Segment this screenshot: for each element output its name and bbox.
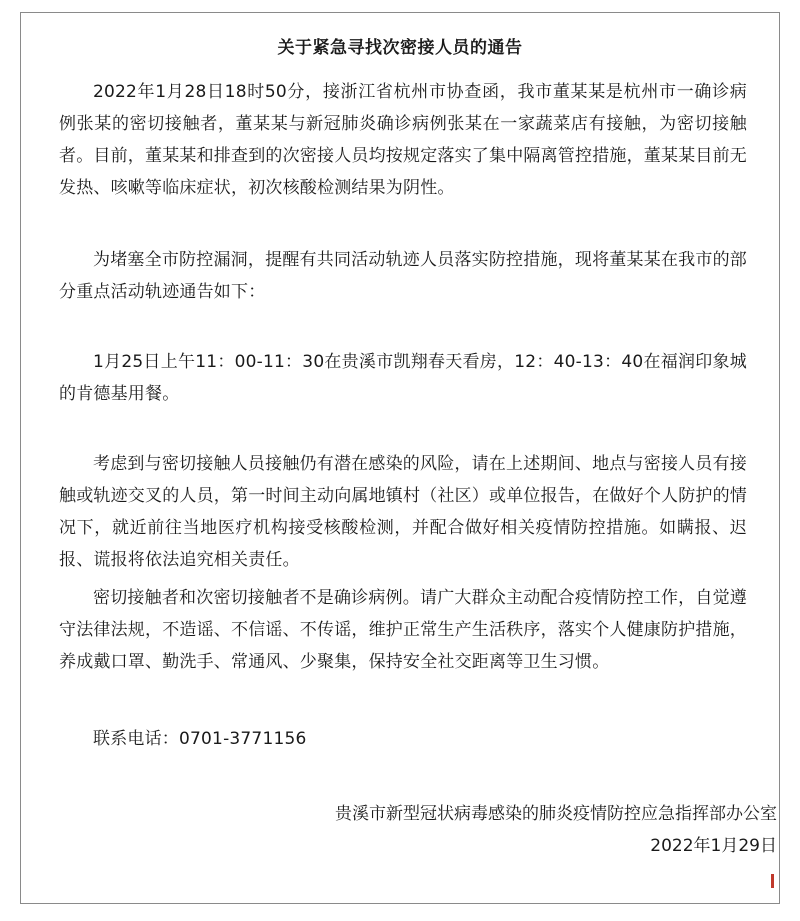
corner-mark <box>771 874 774 888</box>
paragraph-reporting-request: 考虑到与密切接触人员接触仍有潜在感染的风险，请在上述期间、地点与密接人员有接触或轨迹交叉的人员，第一时间主动向属地镇村（社区）或单位报告，在做好个人防护的情况下，就近前往当地医疗机构接受核酸检测，并配合做好相关疫情防控措施。如瞒报、迟报、谎报将依法追究相关责任。 <box>59 454 747 570</box>
paragraph-trajectory: 1月25日上午11：00-11：30在贵溪市凯翔春天看房，12：40-13：40在福润印象城的肯德基用餐。 <box>59 352 747 404</box>
paragraph-purpose: 为堵塞全市防控漏洞，提醒有共同活动轨迹人员落实防控措施，现将董某某在我市的部分重点活动轨迹通告如下： <box>59 250 747 302</box>
signature-date: 2022年1月29日 <box>650 836 777 856</box>
paragraph-case-info: 2022年1月28日18时50分，接浙江省杭州市协查函，我市董某某是杭州市一确诊病例张某的密切接触者，董某某与新冠肺炎确诊病例张某在一家蔬菜店有接触，为密切接触者。目前，董某某和排查到的次密接人员均按规定落实了集中隔离管控措施，董某某目前无发热、咳嗽等临床症状，初次核酸检测结果为阴性。 <box>59 82 747 198</box>
notice-title: 关于紧急寻找次密接人员的通告 <box>277 38 523 58</box>
signature-organization: 贵溪市新型冠状病毒感染的肺炎疫情防控应急指挥部办公室 <box>335 804 777 824</box>
paragraph-public-advice: 密切接触者和次密切接触者不是确诊病例。请广大群众主动配合疫情防控工作，自觉遵守法律法规，不造谣、不信谣、不传谣，维护正常生产生活秩序，落实个人健康防护措施，养成戴口罩、勤洗手、常通风、少聚集，保持安全社交距离等卫生习惯。 <box>59 588 747 672</box>
contact-phone: 联系电话：0701-3771156 <box>93 729 307 749</box>
